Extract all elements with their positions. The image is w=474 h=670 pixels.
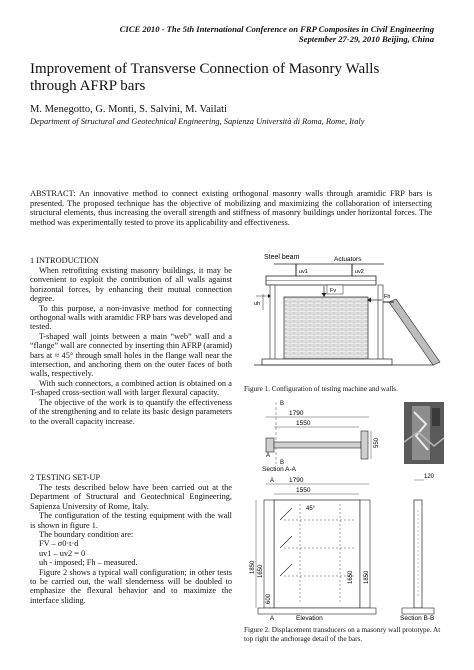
section1-paragraph: T-shaped wall joints between a main “web” wall and a “flange” wall are connected by inserting thin AFRP (aramid) bars at ≈ 45° through small holes in the flange wall near the intersection, and anchoring them on the outer faces of both walls, respectively. bbox=[30, 331, 232, 379]
section2-body bbox=[30, 483, 232, 605]
elevation-marker-a: A bbox=[270, 478, 275, 484]
section1-paragraph: When retrofitting existing masonry buildings, it may be convenient to exploit the contribution of all walls against horizontal forces, by enhancing their mutual connection degree. bbox=[30, 266, 232, 304]
fv-label: Fv bbox=[330, 288, 337, 294]
dim-120-label: 120 bbox=[424, 474, 435, 480]
figure2-section-aa-diagram bbox=[244, 398, 394, 474]
dim-550-label: 550 bbox=[374, 437, 380, 448]
uv2-label: uv2 bbox=[355, 269, 364, 275]
section-aa-marker-b: B bbox=[280, 401, 285, 407]
paper-title bbox=[30, 61, 450, 95]
section1-heading: 1 INTRODUCTION bbox=[30, 256, 99, 265]
conference-header-line2: September 27-29, 2010 Beijing, China bbox=[298, 34, 434, 44]
figure1-test-setup-diagram bbox=[244, 252, 444, 380]
boundary-equation: FV – σ0·t·d bbox=[39, 539, 79, 549]
paper-title-line1: Improvement of Transverse Connection of Masonry Walls bbox=[30, 61, 380, 77]
masonry-wall-shape bbox=[284, 297, 368, 359]
dim-600-label: 600 bbox=[266, 593, 272, 604]
figure1-caption: Figure 1. Configuration of testing machine and walls. bbox=[244, 385, 398, 393]
section2-paragraph: The configuration of the testing equipment with the wall is shown in figure 1. bbox=[30, 511, 232, 530]
section1-paragraph: To this purpose, a non-invasive method for connecting orthogonal walls with aramidic FRP bars was developed and tested. bbox=[30, 303, 232, 332]
paper-title-line2: through AFRP bars bbox=[30, 78, 146, 94]
section2-paragraph: Figure 2 shows a typical wall configuration; in other tests to be carried out, the wall slenderness will be doubled to emphasize the flexural behavior and to maximize the interface sliding. bbox=[30, 567, 232, 605]
fh-label: Fh bbox=[384, 294, 391, 300]
anchorage-detail-photo bbox=[404, 402, 444, 464]
dim-1850-right-label: 1850 bbox=[364, 570, 370, 584]
paper-affiliation: Department of Structural and Geotechnical Engineering, Sapienza Università di Roma, Rome, Italy bbox=[30, 117, 365, 126]
angle-45-label: 45° bbox=[306, 506, 316, 512]
uh-label: uh bbox=[254, 301, 261, 307]
uv1-label: uv1 bbox=[299, 269, 308, 275]
section2-heading: 2 TESTING SET-UP bbox=[30, 473, 101, 482]
figure2-caption: Figure 2. Displacement transducers on a masonry wall prototype. At top right the anchorage detail of the bars. bbox=[244, 626, 441, 643]
dim-1790-elev-label: 1790 bbox=[289, 477, 304, 484]
elevation-marker-a2: A bbox=[270, 616, 275, 622]
boundary-equation: uv1 – uv2 = 0 bbox=[39, 548, 86, 558]
section2-paragraph: The tests described below have been carried out at the Department of Structural and Geotechnical Engineering, Sapienza University of Rome, Italy. bbox=[30, 483, 232, 511]
reaction-frame-shape bbox=[389, 299, 440, 365]
section1-paragraph: The objective of the work is to quantify the effectiveness of the strengthening and to relate its basic design parameters to the overall capacity increase. bbox=[30, 397, 232, 426]
paper-authors: M. Menegotto, G. Monti, S. Salvini, M. Vailati bbox=[30, 104, 227, 115]
dim-1790-label: 1790 bbox=[289, 410, 304, 417]
web-wall-plan-shape bbox=[274, 442, 361, 448]
section-aa-marker-b2: B bbox=[280, 460, 285, 466]
figure2-elevation-diagram bbox=[244, 474, 394, 622]
section-aa-marker-a: A bbox=[266, 453, 271, 459]
figure2-section-bb-diagram bbox=[398, 470, 448, 622]
section-aa-title: Section A-A bbox=[262, 466, 296, 473]
section1-paragraph: With such connectors, a combined action is obtained on a T-shaped cross-section wall with larger flexural capacity. bbox=[30, 378, 232, 398]
steel-beam-label: Steel beam bbox=[264, 254, 300, 261]
dim-1850-label: 1850 bbox=[250, 560, 256, 574]
foundation-beam-shape bbox=[262, 359, 392, 365]
conference-header-line1: CICE 2010 - The 5th International Conference on FRP Composites in Civil Engineering bbox=[119, 24, 434, 34]
dim-1650-right-label: 1650 bbox=[348, 570, 354, 584]
elevation-title: Elevation bbox=[296, 615, 323, 622]
paper-abstract: ABSTRACT: An innovative method to connect existing orthogonal masonry walls through aramidic FRP bars is presented. The proposed technique has the objective of mobilizing and maximizing the collaboration of intersecting structural elements, thus increasing the overall strength and stiffness of masonry buildings under horizontal forces. The method was experimentally tested to prove its applicability and effectiveness. bbox=[30, 189, 432, 227]
actuators-label: Actuators bbox=[334, 256, 362, 263]
section1-body bbox=[30, 266, 232, 426]
dim-1650-label: 1650 bbox=[258, 564, 264, 578]
elevation-wall-shape bbox=[274, 500, 360, 608]
section2-paragraph: The boundary condition are: bbox=[39, 530, 134, 540]
dim-1550-elev-label: 1550 bbox=[296, 487, 311, 494]
flange-wall-plan-shape bbox=[266, 438, 274, 452]
dim-1550-label: 1550 bbox=[296, 420, 311, 427]
section-bb-title: Section B-B bbox=[400, 615, 435, 622]
boundary-equation: uh - imposed; Fh – measured. bbox=[39, 558, 138, 568]
